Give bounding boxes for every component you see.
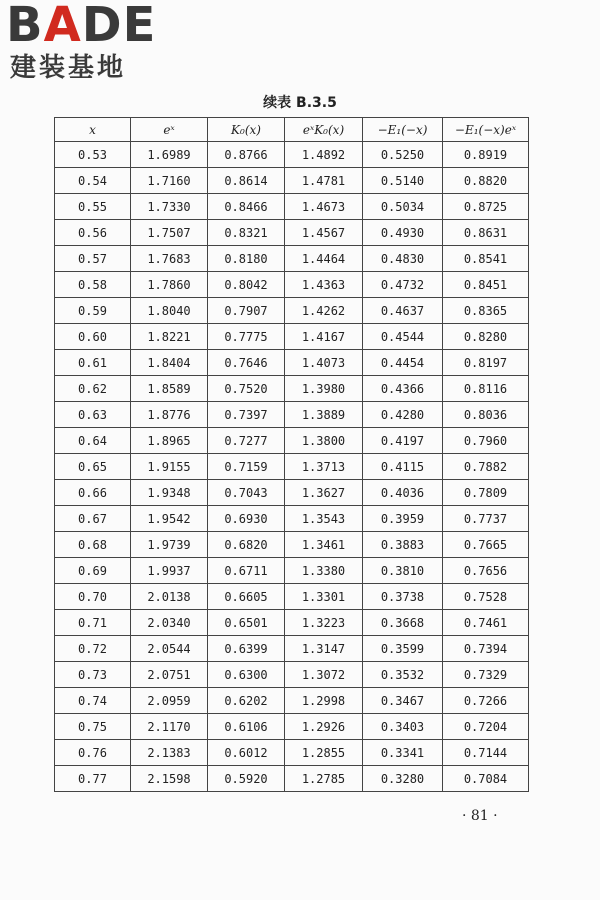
table-cell: 0.5920	[208, 766, 285, 792]
table-cell: 1.4781	[285, 168, 363, 194]
table-row	[55, 740, 529, 766]
table-cell: 1.3072	[285, 662, 363, 688]
table-row	[55, 194, 529, 220]
table-cell: 0.58	[55, 272, 131, 298]
table-cell: 1.7860	[131, 272, 208, 298]
table-cell: 1.8965	[131, 428, 208, 454]
table-cell: 0.54	[55, 168, 131, 194]
table-cell: 0.7882	[443, 454, 529, 480]
table-cell: 0.7960	[443, 428, 529, 454]
table-cell: 0.3280	[363, 766, 443, 792]
table-cell: 1.3889	[285, 402, 363, 428]
table-cell: 0.66	[55, 480, 131, 506]
table-cell: 1.8040	[131, 298, 208, 324]
table-cell: 1.3380	[285, 558, 363, 584]
table-cell: 0.59	[55, 298, 131, 324]
table-cell: 2.1598	[131, 766, 208, 792]
table-cell: 0.6820	[208, 532, 285, 558]
table-cell: 0.3959	[363, 506, 443, 532]
table-cell: 0.7266	[443, 688, 529, 714]
table-cell: 0.8466	[208, 194, 285, 220]
table-cell: 0.75	[55, 714, 131, 740]
table-cell: 1.7683	[131, 246, 208, 272]
table-cell: 1.4567	[285, 220, 363, 246]
table-row	[55, 610, 529, 636]
table-cell: 0.4197	[363, 428, 443, 454]
table-row	[55, 142, 529, 168]
table-row	[55, 480, 529, 506]
table-row	[55, 714, 529, 740]
table-cell: 0.4280	[363, 402, 443, 428]
table-cell: 0.6501	[208, 610, 285, 636]
table-cell: 0.4115	[363, 454, 443, 480]
table-cell: 0.8116	[443, 376, 529, 402]
table-cell: 0.4366	[363, 376, 443, 402]
table-cell: 0.8197	[443, 350, 529, 376]
table-cell: 0.4732	[363, 272, 443, 298]
table-row	[55, 584, 529, 610]
table-cell: 0.7775	[208, 324, 285, 350]
table-cell: 0.71	[55, 610, 131, 636]
table-cell: 0.57	[55, 246, 131, 272]
table-cell: 0.7394	[443, 636, 529, 662]
table-cell: 1.3223	[285, 610, 363, 636]
table-cell: 0.3341	[363, 740, 443, 766]
table-cell: 2.0544	[131, 636, 208, 662]
table-cell: 1.8404	[131, 350, 208, 376]
table-cell: 1.4673	[285, 194, 363, 220]
page-number: · 81 ·	[462, 808, 498, 824]
table-cell: 0.65	[55, 454, 131, 480]
table-cell: 0.6202	[208, 688, 285, 714]
table-cell: 1.3627	[285, 480, 363, 506]
table-cell: 1.9155	[131, 454, 208, 480]
logo-letter-a: A	[43, 0, 82, 53]
table-row	[55, 454, 529, 480]
table-cell: 0.5034	[363, 194, 443, 220]
table-cell: 0.8451	[443, 272, 529, 298]
table-caption: 续表 B.3.5	[263, 95, 337, 111]
table-cell: 0.6711	[208, 558, 285, 584]
table-cell: 1.3461	[285, 532, 363, 558]
table-cell: 0.3532	[363, 662, 443, 688]
column-header: −E₁(−x)eˣ	[443, 118, 529, 142]
table-row	[55, 220, 529, 246]
table-cell: 0.7204	[443, 714, 529, 740]
table-cell: 0.8321	[208, 220, 285, 246]
table-row	[55, 428, 529, 454]
table-cell: 0.3599	[363, 636, 443, 662]
table-cell: 0.7329	[443, 662, 529, 688]
table-cell: 0.53	[55, 142, 131, 168]
table-cell: 2.1170	[131, 714, 208, 740]
table-cell: 1.7507	[131, 220, 208, 246]
table-cell: 0.4637	[363, 298, 443, 324]
table-cell: 0.7656	[443, 558, 529, 584]
table-row	[55, 298, 529, 324]
table-cell: 1.2855	[285, 740, 363, 766]
table-cell: 1.7160	[131, 168, 208, 194]
table-cell: 0.6930	[208, 506, 285, 532]
table-cell: 0.3403	[363, 714, 443, 740]
table-cell: 0.7397	[208, 402, 285, 428]
table-row	[55, 636, 529, 662]
table-header-row	[55, 118, 529, 142]
table-cell: 0.6106	[208, 714, 285, 740]
table-cell: 0.73	[55, 662, 131, 688]
table-cell: 0.4454	[363, 350, 443, 376]
table-cell: 0.7528	[443, 584, 529, 610]
table-cell: 1.2998	[285, 688, 363, 714]
table-cell: 2.1383	[131, 740, 208, 766]
table-cell: 2.0751	[131, 662, 208, 688]
table-cell: 0.8365	[443, 298, 529, 324]
table-row	[55, 766, 529, 792]
table-cell: 0.5250	[363, 142, 443, 168]
table-row	[55, 376, 529, 402]
table-cell: 2.0959	[131, 688, 208, 714]
table-cell: 1.8776	[131, 402, 208, 428]
table-cell: 1.4167	[285, 324, 363, 350]
table-cell: 1.3543	[285, 506, 363, 532]
logo-letter-b: B	[6, 0, 44, 53]
table-cell: 1.4073	[285, 350, 363, 376]
table-body	[55, 142, 529, 792]
table-cell: 0.61	[55, 350, 131, 376]
table-row	[55, 558, 529, 584]
table-cell: 0.8036	[443, 402, 529, 428]
table-cell: 1.9739	[131, 532, 208, 558]
table-cell: 1.8221	[131, 324, 208, 350]
table-cell: 0.64	[55, 428, 131, 454]
table-cell: 1.7330	[131, 194, 208, 220]
table-cell: 0.7043	[208, 480, 285, 506]
table-cell: 1.4262	[285, 298, 363, 324]
table-cell: 0.7809	[443, 480, 529, 506]
table-cell: 0.7737	[443, 506, 529, 532]
table-cell: 0.8280	[443, 324, 529, 350]
table-cell: 0.69	[55, 558, 131, 584]
column-header: x	[55, 118, 131, 142]
table-cell: 0.6605	[208, 584, 285, 610]
table-cell: 0.63	[55, 402, 131, 428]
table-cell: 1.3713	[285, 454, 363, 480]
table-cell: 1.4464	[285, 246, 363, 272]
table-row	[55, 402, 529, 428]
table-cell: 0.7907	[208, 298, 285, 324]
table-cell: 0.70	[55, 584, 131, 610]
table-cell: 0.77	[55, 766, 131, 792]
table-cell: 0.7159	[208, 454, 285, 480]
table-row	[55, 324, 529, 350]
logo-wordmark	[6, 0, 157, 53]
table-cell: 0.3810	[363, 558, 443, 584]
table-row	[55, 272, 529, 298]
table-cell: 0.7461	[443, 610, 529, 636]
table-cell: 1.9937	[131, 558, 208, 584]
table-cell: 0.7646	[208, 350, 285, 376]
table-cell: 0.8725	[443, 194, 529, 220]
table-cell: 0.74	[55, 688, 131, 714]
table-cell: 0.6012	[208, 740, 285, 766]
table-cell: 1.4363	[285, 272, 363, 298]
data-table	[54, 117, 529, 792]
table-cell: 0.6399	[208, 636, 285, 662]
table-cell: 0.67	[55, 506, 131, 532]
table-cell: 1.8589	[131, 376, 208, 402]
table-cell: 0.72	[55, 636, 131, 662]
table-cell: 0.8820	[443, 168, 529, 194]
table-cell: 1.9348	[131, 480, 208, 506]
table-row	[55, 688, 529, 714]
table-row	[55, 662, 529, 688]
table-cell: 1.3800	[285, 428, 363, 454]
table-row	[55, 532, 529, 558]
table-cell: 0.6300	[208, 662, 285, 688]
table-row	[55, 506, 529, 532]
table-cell: 0.7084	[443, 766, 529, 792]
table-cell: 1.4892	[285, 142, 363, 168]
table-cell: 1.3301	[285, 584, 363, 610]
table-cell: 0.8614	[208, 168, 285, 194]
table-cell: 0.3668	[363, 610, 443, 636]
column-header: K₀(x)	[208, 118, 285, 142]
table-cell: 0.7665	[443, 532, 529, 558]
table-cell: 1.6989	[131, 142, 208, 168]
table-cell: 0.62	[55, 376, 131, 402]
table-cell: 0.4036	[363, 480, 443, 506]
table-cell: 0.7144	[443, 740, 529, 766]
table-cell: 0.7520	[208, 376, 285, 402]
column-header: eˣK₀(x)	[285, 118, 363, 142]
table-row	[55, 168, 529, 194]
table-cell: 1.3980	[285, 376, 363, 402]
table-row	[55, 350, 529, 376]
table-cell: 1.9542	[131, 506, 208, 532]
table-cell: 0.55	[55, 194, 131, 220]
table-cell: 1.3147	[285, 636, 363, 662]
table-cell: 0.4830	[363, 246, 443, 272]
table-cell: 0.56	[55, 220, 131, 246]
table-cell: 0.3738	[363, 584, 443, 610]
table-cell: 0.5140	[363, 168, 443, 194]
table-cell: 0.8042	[208, 272, 285, 298]
table-cell: 0.4544	[363, 324, 443, 350]
table-cell: 0.8180	[208, 246, 285, 272]
table-cell: 0.7277	[208, 428, 285, 454]
table-cell: 1.2785	[285, 766, 363, 792]
table-cell: 0.8766	[208, 142, 285, 168]
table-cell: 1.2926	[285, 714, 363, 740]
table-cell: 0.8919	[443, 142, 529, 168]
table-cell: 0.68	[55, 532, 131, 558]
table-cell: 0.3883	[363, 532, 443, 558]
table-cell: 0.60	[55, 324, 131, 350]
table-cell: 0.76	[55, 740, 131, 766]
table-cell: 0.8541	[443, 246, 529, 272]
logo-letters-de: DE	[81, 0, 157, 53]
column-header: eˣ	[131, 118, 208, 142]
table-cell: 2.0340	[131, 610, 208, 636]
table-cell: 2.0138	[131, 584, 208, 610]
table-row	[55, 246, 529, 272]
table-cell: 0.4930	[363, 220, 443, 246]
logo-subtitle: 建装基地	[10, 53, 127, 83]
logo	[6, 2, 181, 86]
column-header: −E₁(−x)	[363, 118, 443, 142]
table-cell: 0.3467	[363, 688, 443, 714]
table-cell: 0.8631	[443, 220, 529, 246]
